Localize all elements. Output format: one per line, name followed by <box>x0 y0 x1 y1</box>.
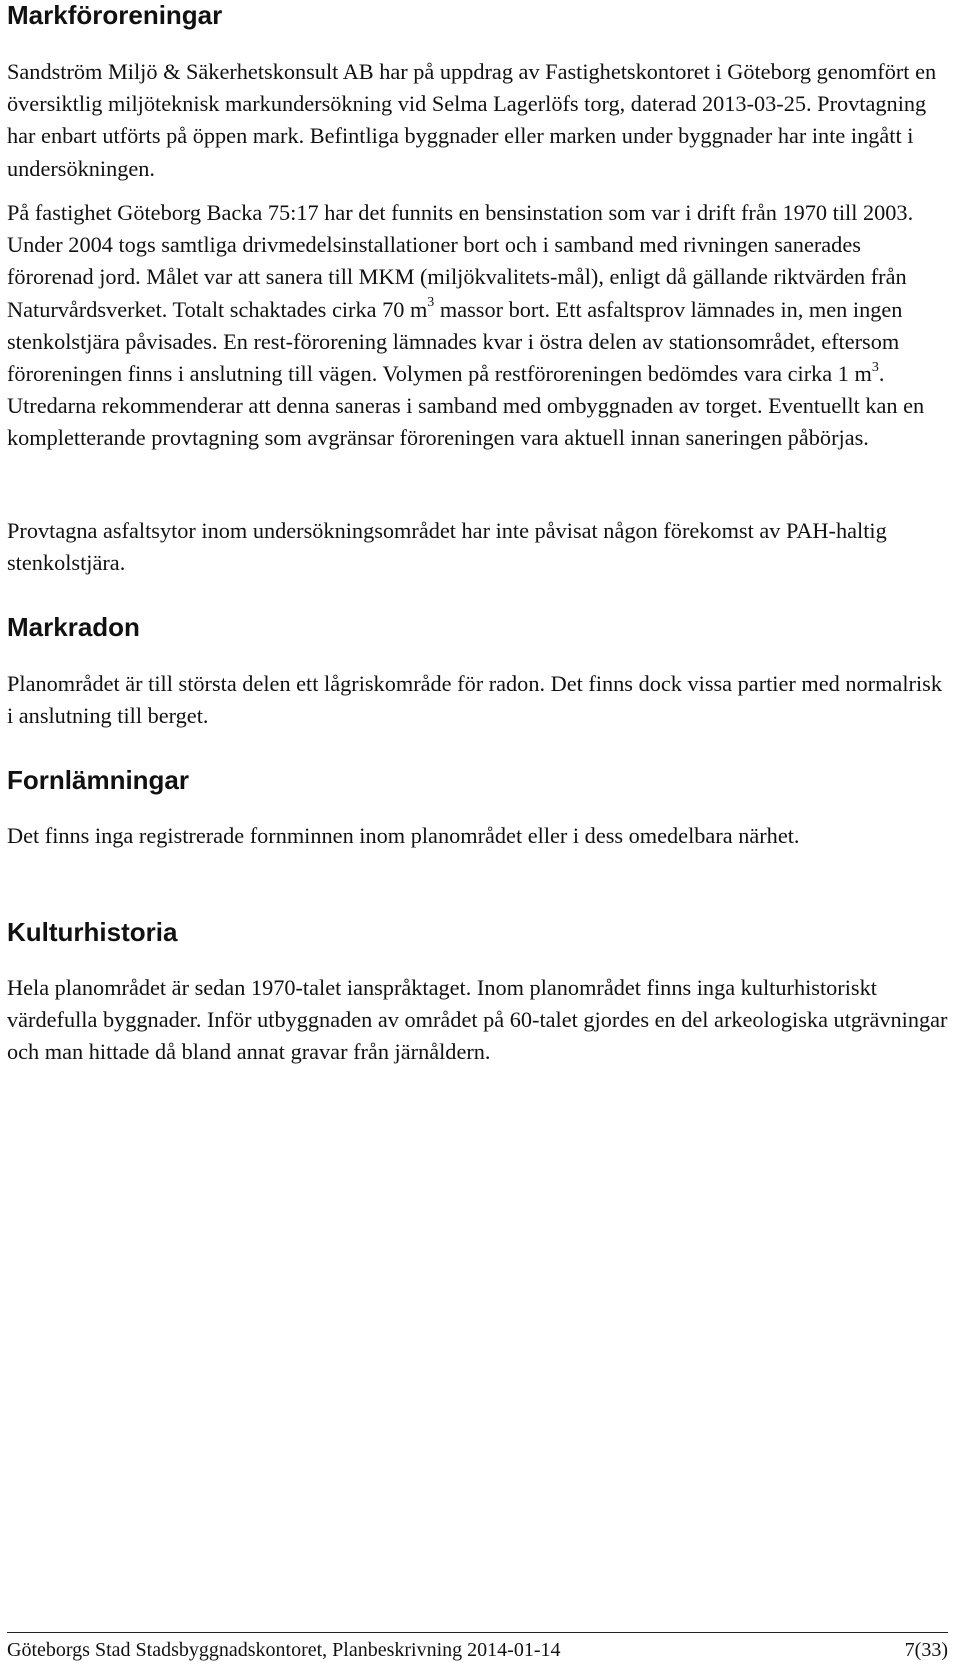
paragraph-markfororeningar-3: Provtagna asfaltsytor inom undersökningsområdet har inte påvisat någon förekomst av PAH-haltig stenkolstjära. <box>7 518 887 576</box>
paragraph-fornlamningar: Det finns inga registrerade fornminnen inom planområdet eller i dess omedelbara närhet. <box>7 823 800 848</box>
paragraph-text: På fastighet Göteborg Backa 75:17 har det funnits en bensinstation som var i drift från 1970 till 2003. Under 2004 togs samtliga drivmedelsinstallationer bort och i samband med rivningen sanerades förorenad jord. Målet var att sanera till MKM (miljökvalitets-mål), enligt då gällande riktvärden från Naturvårdsverket. Totalt schaktades cirka 70 m <box>7 200 914 322</box>
footer-page-number: 7(33) <box>904 1639 948 1661</box>
paragraph-text: massor bort. Ett asfaltsprov lämnades in, men ingen stenkolstjära påvisades. En rest-förorening lämnades kvar i östra delen av stationsområdet, eftersom föroreningen finns i anslutning till vägen. Volymen på restföroreningen bedömdes vara cirka 1 m <box>7 296 903 387</box>
superscript-cubic: 3 <box>427 295 435 311</box>
footer-document-info: Göteborgs Stad Stadsbyggnadskontoret, Planbeskrivning 2014-01-14 <box>7 1639 561 1661</box>
heading-fornlamningar: Fornlämningar <box>7 765 190 795</box>
paragraph-markradon: Planområdet är till största delen ett lågriskområde för radon. Det finns dock vissa partier med normalrisk i anslutning till berget. <box>7 671 942 729</box>
footer-divider <box>7 1632 948 1633</box>
heading-markfororeningar: Markföroreningar <box>7 0 223 30</box>
heading-kulturhistoria: Kulturhistoria <box>7 917 178 947</box>
heading-markradon: Markradon <box>7 612 140 642</box>
paragraph-kulturhistoria: Hela planområdet är sedan 1970-talet ianspråktaget. Inom planområdet finns inga kulturhistoriskt värdefulla byggnader. Inför utbyggnaden av området på 60-talet gjordes en del arkeologiska utgrävningar och man hittade då bland annat gravar från järnåldern. <box>7 975 948 1065</box>
paragraph-text: . Utredarna rekommenderar att denna saneras i samband med ombyggnaden av torget. Eventuellt kan en kompletterande provtagning som avgränsar föroreningen vara aktuell innan saneringen påbörjas. <box>7 361 925 451</box>
superscript-cubic: 3 <box>871 359 879 375</box>
paragraph-markfororeningar-2 <box>7 197 953 455</box>
paragraph-markfororeningar-1: Sandström Miljö & Säkerhetskonsult AB har på uppdrag av Fastighetskontoret i Göteborg genomfört en översiktlig miljöteknisk markundersökning vid Selma Lagerlöfs torg, daterad 2013-03-25. Provtagning har enbart utförts på öppen mark. Befintliga byggnader eller marken under byggnader har inte ingått i undersökningen. <box>7 59 937 181</box>
